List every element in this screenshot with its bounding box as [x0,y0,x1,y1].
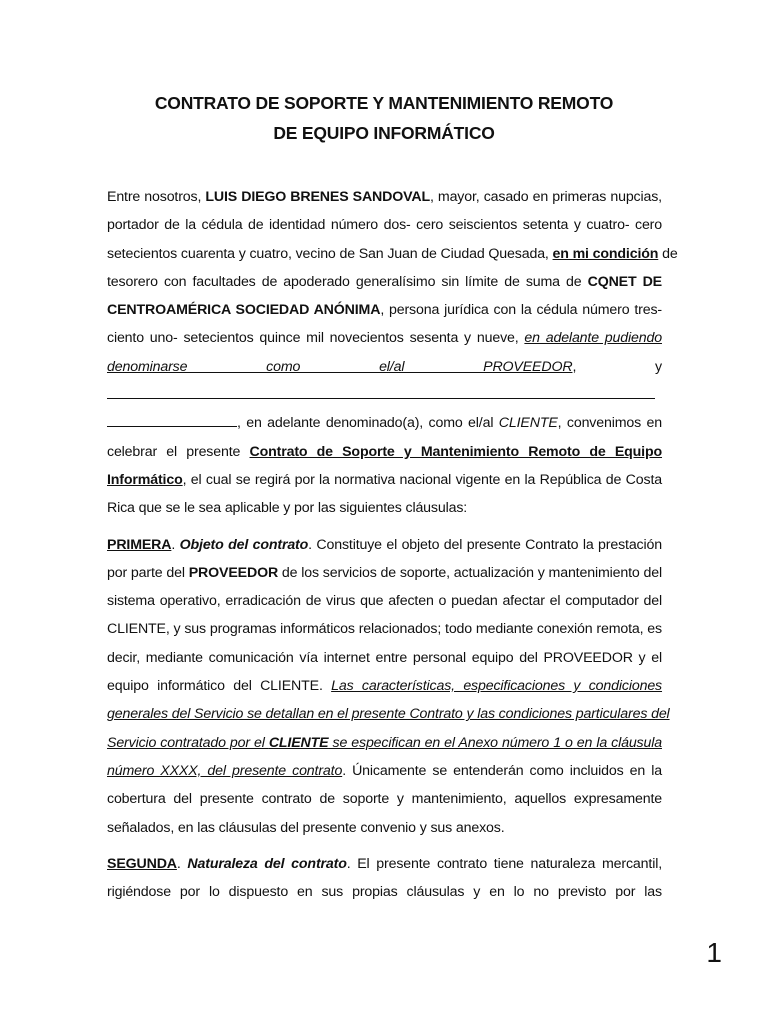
clause-label: PRIMERA [107,536,172,553]
client-id-blank [107,412,237,427]
text-line: Rica que se le sea aplicable y por las siguientes cláusulas: [107,500,468,517]
text-line: denominarse como el/al PROVEEDOR, y [107,358,662,375]
text-line: rigiéndose por lo dispuesto en sus propias cláusulas y en lo no previsto por las [107,884,662,901]
text-line: SEGUNDA. Naturaleza del contrato. El presente contrato tiene naturaleza mercantil, [107,855,662,872]
text-line: ciento uno- setecientos quince mil novecientos sesenta y nueve, en adelante pudiendo [107,330,662,347]
text-line: cobertura del presente contrato de soporte y mantenimiento, aquellos expresamente [107,791,662,808]
text-line: celebrar el presente Contrato de Soporte y Mantenimiento Remoto de Equipo [107,443,663,460]
text-line: sistema operativo, erradicación de virus que afecten o puedan afectar el computador del [107,593,662,610]
client-name-blank [107,384,655,399]
blank-line [107,381,662,409]
text-line: setecientos cuarenta y cuatro, vecino de San Juan de Ciudad Quesada, en mi condición de [107,245,678,262]
text-line: generales del Servicio se detallan en el presente Contrato y las condiciones particulares del [107,706,670,723]
text-line: señalados, en las cláusulas del presente convenio y sus anexos. [107,819,505,836]
text-line: equipo informático del CLIENTE. Las características, especificaciones y condiciones [107,678,663,695]
text-line: decir, mediante comunicación vía internet entre personal equipo del PROVEEDOR y el [107,649,662,666]
clause-heading: Naturaleza del contrato [187,855,347,872]
document-title-line-2: DE EQUIPO INFORMÁTICO [273,123,495,143]
text-line: CENTROAMÉRICA SOCIEDAD ANÓNIMA, persona jurídica con la cédula número tres- [107,302,662,319]
clause-primera [107,531,670,842]
intro-paragraph [107,183,678,523]
document-body [107,183,678,914]
text-line: tesorero con facultades de apoderado generalísimo sin límite de suma de CQNET DE [107,273,663,290]
page-number: 1 [706,937,722,968]
document-title-line-1: CONTRATO DE SOPORTE Y MANTENIMIENTO REMOTO [154,93,614,113]
text-line: CLIENTE, y sus programas informáticos relacionados; todo mediante conexión remota, es [107,621,662,638]
text-line: por parte del PROVEEDOR de los servicios de soporte, actualización y mantenimiento del [107,564,662,581]
text-line: PRIMERA. Objeto del contrato. Constituye el objeto del presente Contrato la prestación [107,536,662,553]
text-line: , en adelante denominado(a), como el/al CLIENTE, convenimos en [107,409,662,437]
company-name: CQNET DE [587,273,663,290]
clause-heading: Objeto del contrato [179,536,309,553]
clause-segunda [107,850,662,907]
text-line: número XXXX, del presente contrato. Únicamente se entenderán como incluidos en la [107,762,662,779]
text-line: Entre nosotros, LUIS DIEGO BRENES SANDOVAL, mayor, casado en primeras nupcias, [107,189,662,205]
text-line: Servicio contratado por el CLIENTE se especifican en el Anexo número 1 o en la cláusula [107,734,662,751]
text-line: portador de la cédula de identidad número dos- cero seiscientos setenta y cuatro- cero [107,217,662,234]
party-name: LUIS DIEGO BRENES SANDOVAL [205,189,430,205]
clause-label: SEGUNDA [107,855,177,872]
text-line: Informático, el cual se regirá por la normativa nacional vigente en la República de Costa [107,471,662,488]
